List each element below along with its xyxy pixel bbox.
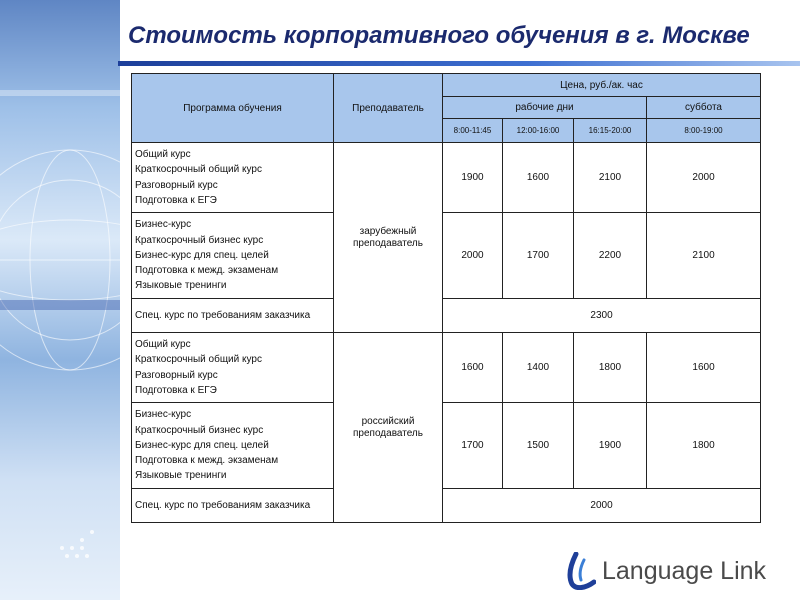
price-cell: 1900 xyxy=(574,403,647,489)
program-item: Подготовка к межд. экзаменам xyxy=(135,455,279,467)
price-cell: 2000 xyxy=(647,143,761,213)
program-item: Бизнес-курс xyxy=(135,409,192,421)
page-title: Стоимость корпоративного обучения в г. Москве xyxy=(128,22,750,49)
price-cell: 1500 xyxy=(503,403,574,489)
program-item: Краткосрочный общий курс xyxy=(135,164,262,176)
table-row xyxy=(132,143,761,213)
program-list xyxy=(132,333,334,403)
time-slot: 12:00-16:00 xyxy=(503,119,574,143)
time-slot: 16:15-20:00 xyxy=(574,119,647,143)
special-price: 2300 xyxy=(443,299,761,333)
special-price: 2000 xyxy=(443,489,761,523)
program-item: Подготовка к ЕГЭ xyxy=(135,194,217,206)
program-item: Общий курс xyxy=(135,339,191,351)
price-cell: 1700 xyxy=(443,403,503,489)
language-link-logo xyxy=(562,551,792,591)
title-underline xyxy=(118,61,800,66)
price-table xyxy=(131,73,761,523)
table-row xyxy=(132,213,761,299)
program-item: Бизнес-курс xyxy=(135,219,192,231)
price-cell: 2100 xyxy=(574,143,647,213)
price-cell: 1800 xyxy=(647,403,761,489)
price-cell: 2100 xyxy=(647,213,761,299)
program-item: Краткосрочный бизнес курс xyxy=(135,424,264,436)
table-row xyxy=(132,403,761,489)
price-cell: 1600 xyxy=(647,333,761,403)
header-weekdays: рабочие дни xyxy=(443,97,647,119)
price-cell: 1600 xyxy=(503,143,574,213)
table-row xyxy=(132,333,761,403)
table-row xyxy=(132,299,761,333)
header-program: Программа обучения xyxy=(132,74,334,143)
logo-text: Language Link xyxy=(602,556,767,585)
special-program: Спец. курс по требованиям заказчика xyxy=(132,489,334,523)
price-cell: 2200 xyxy=(574,213,647,299)
header-price: Цена, руб./ак. час xyxy=(443,74,761,97)
decorative-sidebar xyxy=(0,0,120,600)
program-list xyxy=(132,213,334,299)
program-item: Краткосрочный бизнес курс xyxy=(135,234,264,246)
time-slot: 8:00-19:00 xyxy=(647,119,761,143)
teacher-cell: зарубежный преподаватель xyxy=(334,143,443,333)
special-program: Спец. курс по требованиям заказчика xyxy=(132,299,334,333)
program-item: Языковые тренинги xyxy=(135,280,227,292)
language-link-logo-icon xyxy=(562,552,596,590)
teacher-cell: российский преподаватель xyxy=(334,333,443,523)
price-cell: 2000 xyxy=(443,213,503,299)
program-item: Общий курс xyxy=(135,149,191,161)
price-cell: 1600 xyxy=(443,333,503,403)
program-item: Бизнес-курс для спец. целей xyxy=(135,249,269,261)
header-teacher: Преподаватель xyxy=(334,74,443,143)
price-cell: 1800 xyxy=(574,333,647,403)
time-slot: 8:00-11:45 xyxy=(443,119,503,143)
price-cell: 1400 xyxy=(503,333,574,403)
price-cell: 1900 xyxy=(443,143,503,213)
program-list xyxy=(132,143,334,213)
program-item: Языковые тренинги xyxy=(135,470,227,482)
program-list xyxy=(132,403,334,489)
program-item: Краткосрочный общий курс xyxy=(135,354,262,366)
program-item: Разговорный курс xyxy=(135,369,218,381)
program-item: Подготовка к ЕГЭ xyxy=(135,384,217,396)
program-item: Разговорный курс xyxy=(135,179,218,191)
header-saturday: суббота xyxy=(647,97,761,119)
price-cell: 1700 xyxy=(503,213,574,299)
table-row xyxy=(132,489,761,523)
program-item: Бизнес-курс для спец. целей xyxy=(135,439,269,451)
program-item: Подготовка к межд. экзаменам xyxy=(135,265,279,277)
